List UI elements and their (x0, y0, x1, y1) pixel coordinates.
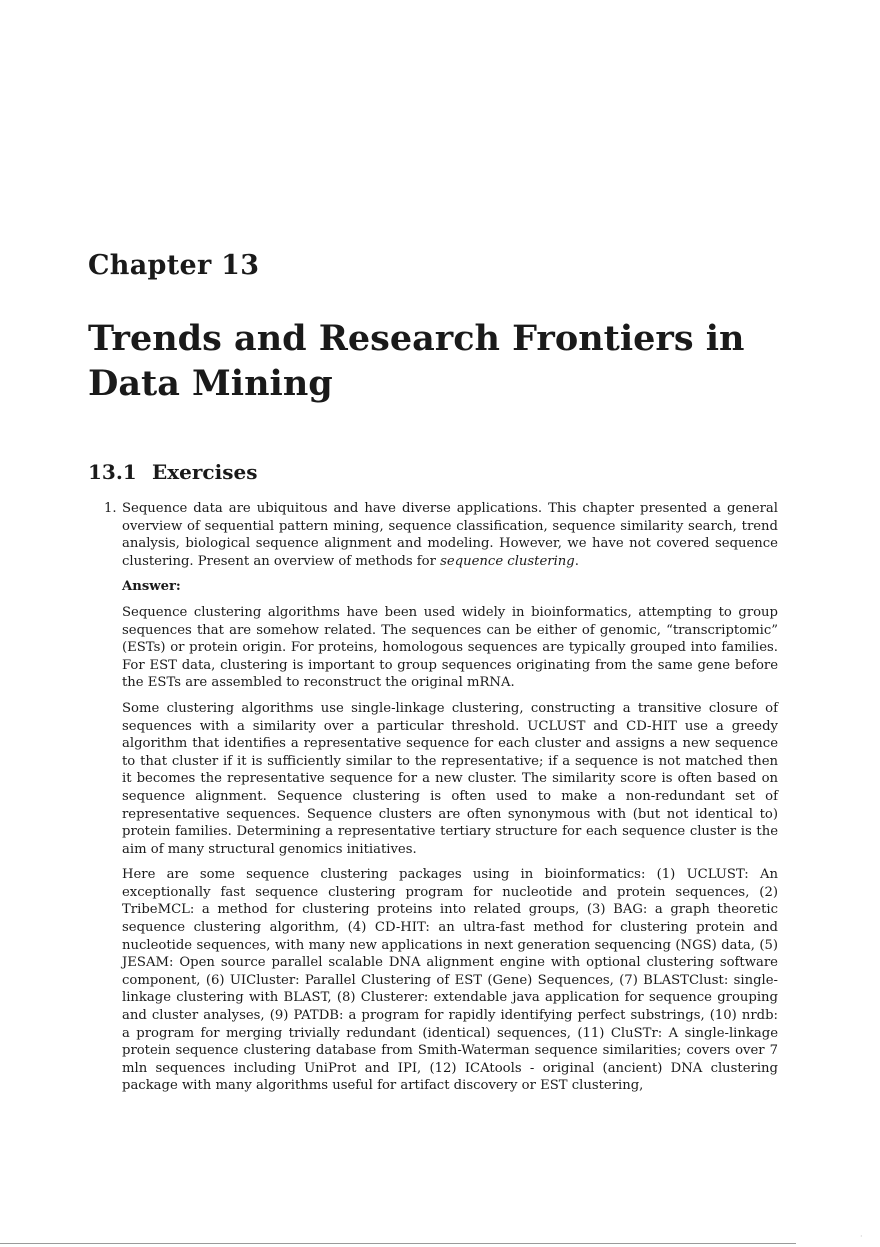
chapter-label: Chapter 13 (88, 250, 260, 281)
chapter-title: Trends and Research Frontiers in Data Mining (88, 318, 745, 404)
exercise-question (122, 500, 778, 570)
section-number: 13.1 (88, 460, 137, 484)
question-end: . (574, 553, 579, 569)
footer-divider (0, 1243, 796, 1244)
exercise-number: 1. (104, 501, 117, 516)
exercise-body (122, 500, 778, 1095)
page-corner-mark: · (860, 1232, 863, 1241)
answer-paragraph: Here are some sequence clustering packages using in bioinformatics: (1) UCLUST: An exceptionally fast sequence clustering program for nucleotide and protein sequences, (2) TribeMCL: a method for clustering proteins into related groups, (3) BAG: a graph theoretic sequence clustering algorithm, (4) CD-HIT: an ultra-fast method for clustering protein and nucleotide sequences, with many new applications in next generation sequencing (NGS) data, (5) JESAM: Open source parallel scalable DNA alignment engine with optional clustering software component, (6) UICluster: Parallel Clustering of EST (Gene) Sequences, (7) BLASTClust: single-linkage clustering with BLAST, (8) Clusterer: extendable java application for sequence grouping and cluster analyses, (9) PATDB: a program for rapidly identifying perfect substrings, (10) nrdb: a program for merging trivially redundant (identical) sequences, (11) CluSTr: A single-linkage protein sequence clustering database from Smith-Waterman sequence similarities; covers over 7 mln sequences including UniProt and IPI, (12) ICAtools - original (ancient) DNA clustering package with many algorithms useful for artifact discovery or EST clustering, (122, 867, 778, 1094)
answer-label: Answer: (122, 579, 181, 595)
section-title: Exercises (152, 460, 258, 484)
exercise-item (104, 500, 778, 1103)
answer-paragraph: Some clustering algorithms use single-linkage clustering, constructing a transitive closure of sequences with a similarity over a particular threshold. UCLUST and CD-HIT use a greedy algorithm that identifies a representative sequence for each cluster and assigns a new sequence to that cluster if it is sufficiently similar to the representative; if a sequence is not matched then it becomes the representative sequence for a new cluster. The similarity score is often based on sequence alignment. Sequence clustering is often used to make a non-redundant set of representative sequences. Sequence clusters are often synonymous with (but not identical to) protein families. Determining a representative tertiary structure for each sequence cluster is the aim of many structural genomics initiatives. (122, 700, 778, 857)
question-text: Sequence data are ubiquitous and have diverse applications. This chapter presented a general overview of sequential pattern mining, sequence classification, sequence similarity search, trend analysis, biological sequence alignment and modeling. However, we have not covered sequence clustering. Present an overview of methods for (122, 501, 778, 569)
answer-paragraph: Sequence clustering algorithms have been used widely in bioinformatics, attempting to group sequences that are somehow related. The sequences can be either of genomic, “transcriptomic” (ESTs) or protein origin. For proteins, homologous sequences are typically grouped into families. For EST data, clustering is important to group sequences originating from the same gene before the ESTs are assembled to reconstruct the original mRNA. (122, 604, 778, 691)
question-emphasis: sequence clustering (440, 553, 575, 569)
section-heading (88, 460, 257, 484)
